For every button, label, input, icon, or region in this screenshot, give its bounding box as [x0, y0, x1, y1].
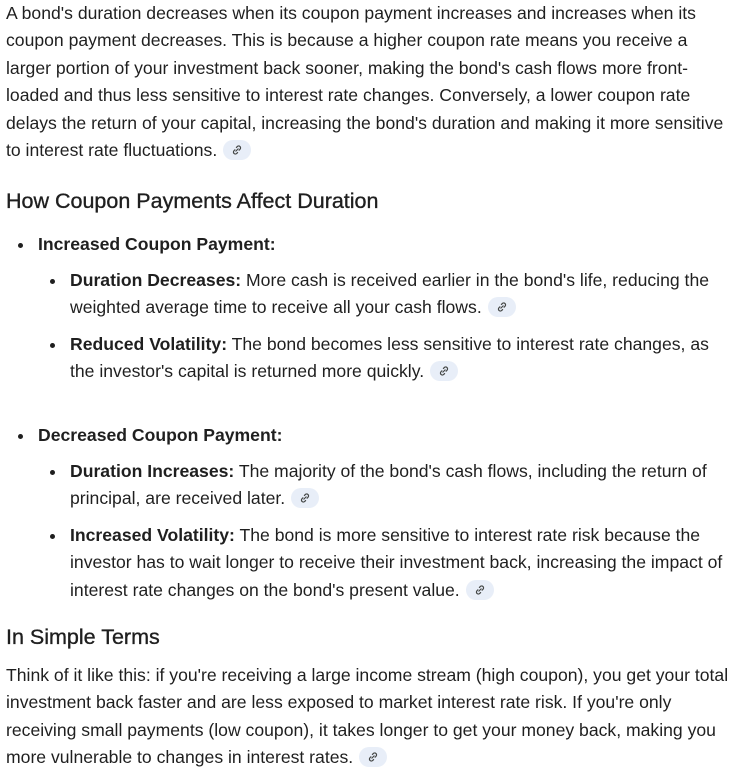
- section-heading-affect: How Coupon Payments Affect Duration: [6, 189, 379, 214]
- citation-chip[interactable]: [430, 361, 458, 381]
- citation-chip[interactable]: [488, 297, 516, 317]
- term-description: More cash is received earlier in the bond's life, reducing the weighted average time to receive all your cash flows.: [70, 269, 710, 318]
- citation-chip[interactable]: [466, 580, 494, 600]
- term-description: The majority of the bond's cash flows, including the return of principal, are received later.: [70, 460, 707, 509]
- list-item: [38, 331, 732, 386]
- term-description: The bond becomes less sensitive to interest rate changes, as the investor's capital is returned more quickly.: [70, 333, 709, 382]
- list-item: [38, 267, 732, 322]
- link-icon: [367, 751, 379, 763]
- simple-terms-paragraph: [6, 662, 732, 772]
- term-label: Reduced Volatility:: [70, 333, 228, 354]
- sub-list-increased: [38, 267, 732, 386]
- list-item-increased-coupon: [6, 231, 732, 385]
- coupon-change-list: [6, 231, 732, 603]
- simple-terms-text: Think of it like this: if you're receiving a large income stream (high coupon), you get your total investment back faster and are less exposed to market interest rate risk. If you're only receiving small payments (low coupon), it takes longer to get your money back, making you more vulnerable to changes in interest rates.: [6, 664, 729, 768]
- intro-text: A bond's duration decreases when its coupon payment increases and increases when its coupon payment decreases. This is because a higher coupon rate means you receive a larger portion of your investment back sooner, making the bond's cash flows more front-loaded and thus less sensitive to interest rate changes. Conversely, a lower coupon rate delays the return of your capital, increasing the bond's duration and making it more sensitive to interest rate fluctuations.: [6, 3, 724, 161]
- link-icon: [474, 584, 486, 596]
- term-label: Increased Volatility:: [70, 524, 235, 545]
- citation-chip[interactable]: [359, 747, 387, 767]
- link-icon: [496, 301, 508, 313]
- link-icon: [438, 365, 450, 377]
- list-item-decreased-coupon: [6, 422, 732, 603]
- list-heading-decreased-coupon: Decreased Coupon Payment:: [38, 425, 283, 446]
- response-content: [6, 0, 732, 772]
- citation-chip[interactable]: [223, 140, 251, 160]
- list-item: [38, 522, 732, 604]
- term-description: The bond is more sensitive to interest rate risk because the investor has to wait longer to receive their investment back, increasing the impact of interest rate changes on the bond's present value.: [70, 524, 723, 600]
- list-item: [38, 458, 732, 513]
- section-heading-simple-terms: In Simple Terms: [6, 624, 160, 649]
- sub-list-decreased: [38, 458, 732, 604]
- term-label: Duration Increases:: [70, 460, 235, 481]
- intro-paragraph: [6, 0, 732, 164]
- link-icon: [231, 144, 243, 156]
- list-heading-increased-coupon: Increased Coupon Payment:: [38, 234, 276, 255]
- link-icon: [299, 492, 311, 504]
- term-label: Duration Decreases:: [70, 269, 242, 290]
- citation-chip[interactable]: [291, 488, 319, 508]
